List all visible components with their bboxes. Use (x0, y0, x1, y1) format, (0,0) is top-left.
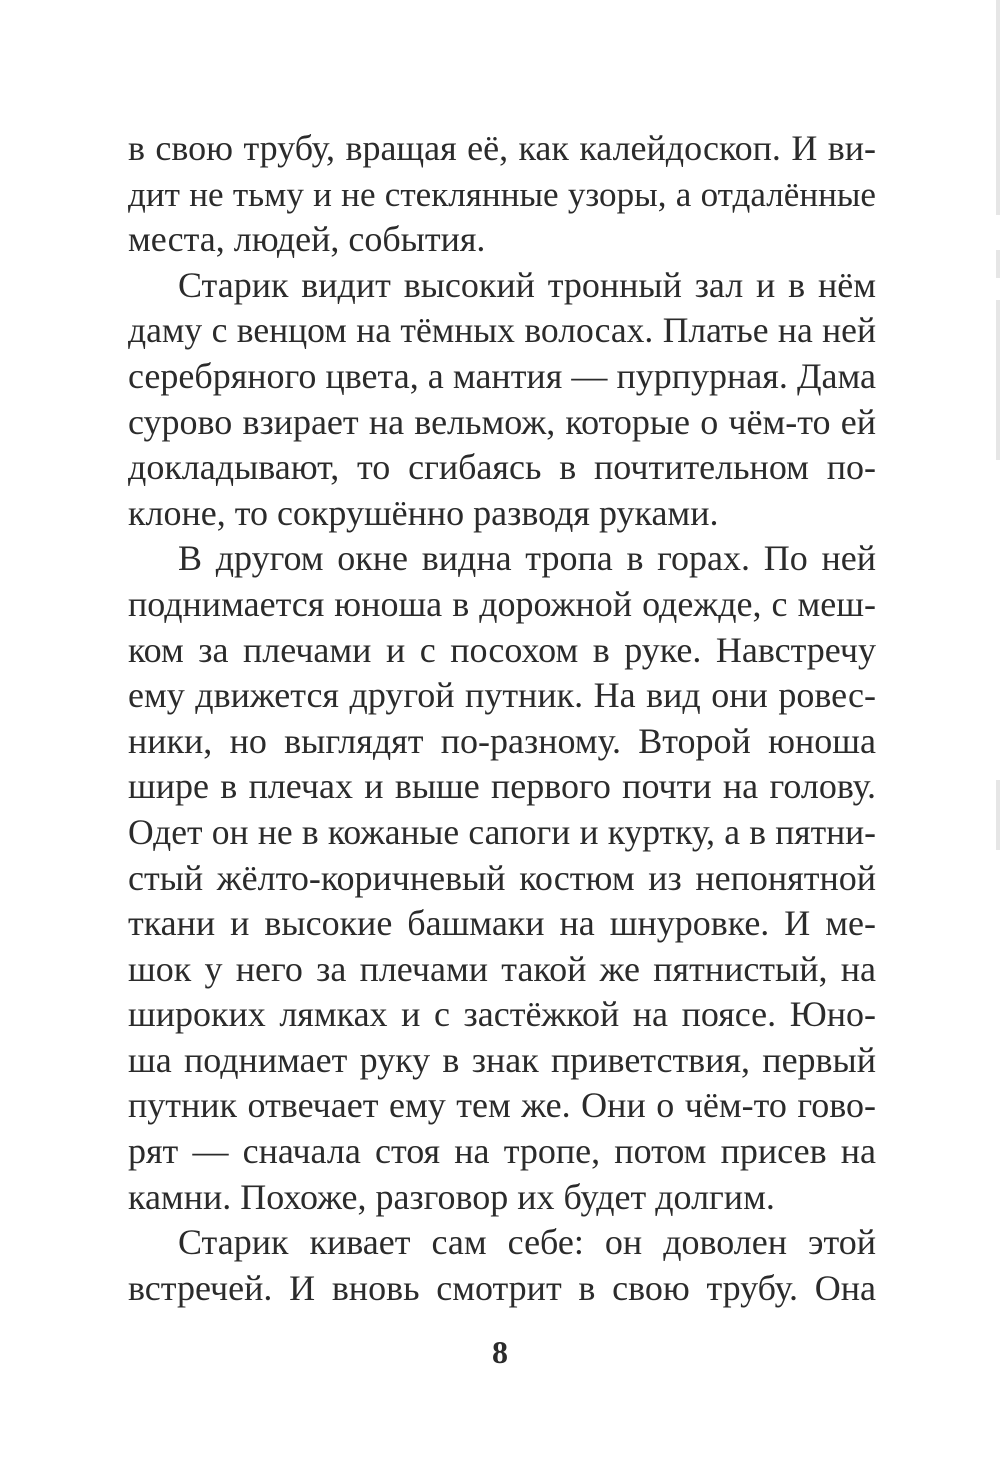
page-edge-shadow (996, 780, 1000, 850)
text-line: Старик кивает сам себе: он доволен этой (178, 1222, 876, 1263)
page-edge-shadow (996, 300, 1000, 460)
text-line: дит не тьму и не стеклянные узоры, а отдалённые (128, 174, 876, 214)
text-line: ткани и высокие башмаки на шнуровке. И ме- (128, 903, 876, 944)
text-line: ники, но выглядят по-разному. Второй юноша (128, 720, 876, 761)
page-edge-shadow (996, 0, 1000, 215)
text-line: стый жёлто-коричневый костюм из непонятной (128, 857, 876, 898)
text-line: сурово взирает на вельмож, которые о чём-то ей (128, 401, 876, 442)
text-line: серебряного цвета, а мантия — пурпурная. Дама (128, 355, 876, 396)
text-line: шире в плечах и выше первого почти на голову. (128, 766, 876, 807)
text-line: докладывают, то сгибаясь в почтительном по- (128, 447, 876, 488)
body-text (128, 126, 876, 1311)
text-line: шок у него за плечами такой же пятнистый, на (128, 948, 876, 989)
text-line: широких лямках и с застёжкой на поясе. Юно- (128, 994, 876, 1035)
text-line: клоне, то сокрушённо разводя руками. (128, 492, 719, 533)
text-line: ком за плечами и с посохом в руке. Навстречу (128, 629, 876, 670)
text-line: ша поднимает руку в знак приветствия, первый (128, 1039, 876, 1080)
text-line: места, людей, события. (128, 219, 486, 260)
text-line: поднимается юноша в дорожной одежде, с меш- (128, 583, 876, 624)
text-line: Старик видит высокий тронный зал и в нём (178, 264, 876, 305)
text-line: путник отвечает ему тем же. Они о чём-то гово- (128, 1085, 876, 1126)
paragraph (128, 126, 876, 263)
paragraph (128, 536, 876, 1220)
text-line: рят — сначала стоя на тропе, потом присев на (128, 1131, 876, 1172)
paragraph (128, 263, 876, 537)
text-line: В другом окне видна тропа в горах. По ней (178, 538, 876, 579)
text-line: Одет он не в кожаные сапоги и куртку, а в пятни- (128, 811, 876, 852)
page-number: 8 (492, 1334, 508, 1370)
text-line: камни. Похоже, разговор их будет долгим. (128, 1176, 775, 1217)
text-line: ему движется другой путник. На вид они ровес- (128, 675, 876, 716)
page-edge-shadow (996, 250, 1000, 278)
text-line: в свою трубу, вращая её, как калейдоскоп. И ви- (128, 128, 876, 168)
text-line: встречей. И вновь смотрит в свою трубу. Она (128, 1267, 876, 1308)
paragraph (128, 1220, 876, 1311)
text-line: даму с венцом на тёмных волосах. Платье на ней (128, 310, 876, 351)
